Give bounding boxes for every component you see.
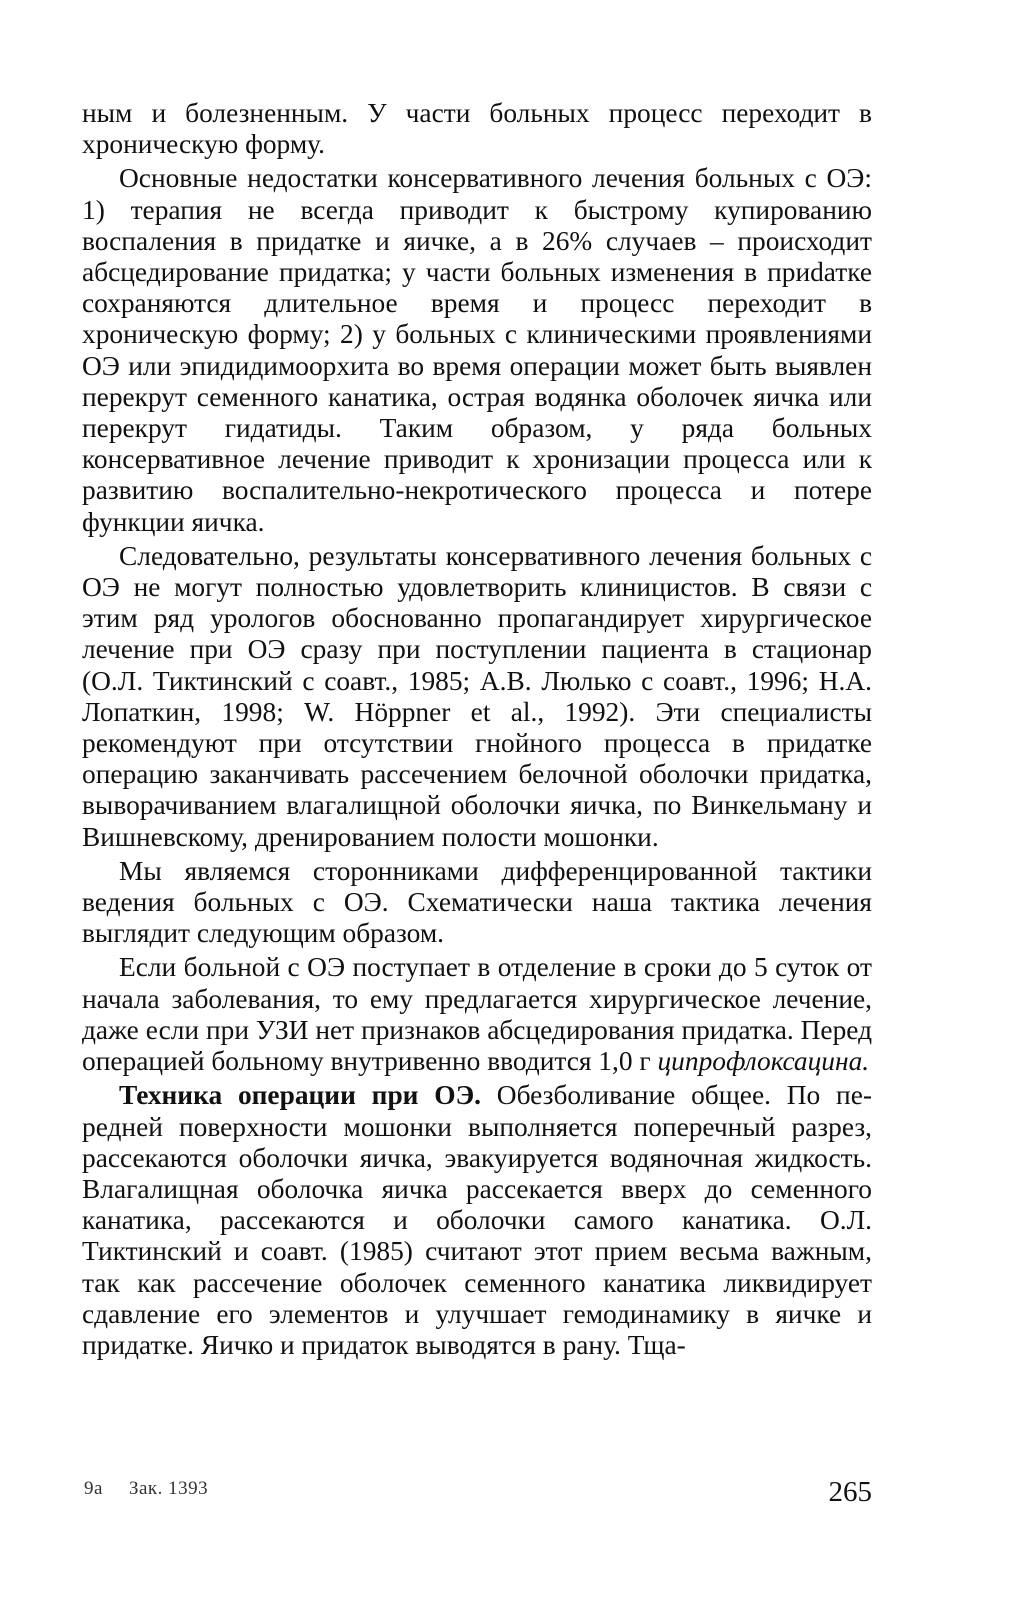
paragraph-3-text: Следовательно, результаты консервативного лечения больных с ОЭ не могут полностью удовлетворить клиницистов. В связи с этим ряд урологов обоснованно пропагандирует хирургическое лечение при ОЭ сразу при поступлении пациента в стационар (О.Л. Тиктинский с соавт., 1985; А.В. Люлько с соавт., 1996; Н.А. Лопаткин, 1998; W. Höppner et al., 1992). Эти специалисты рекомендуют при отсутствии гнойного процесса в придатке операцию заканчивать рассечением белочной оболочки придатка, выворачиванием влагалищной оболочки яичка, по Винкельману и Вишневскому, дренированием полости мошонки. bbox=[82, 540, 872, 852]
drug-name-italic: ципрофлоксацина. bbox=[657, 1046, 870, 1077]
page-number: 265 bbox=[828, 1476, 872, 1508]
paragraph-3 bbox=[82, 541, 872, 853]
section-run-in-heading: Техника операции при ОЭ. bbox=[119, 1080, 481, 1111]
paragraph-2-text: Основные недостатки консервативного лечения больных с ОЭ: 1) терапия не всегда приводит к быстрому купированию воспаления в придатке и яичке, а в 26% случаев – происходит абсцедирование придатка; у части больных изменения в приdатке сохраняются длительное время и процесс переходит в хроническую форму; 2) у больных с клиническими проявлениями ОЭ или эпидидимоорхита во время операции может быть выявлен перекрут семенного канатика, острая водянка оболочек яичка или перекрут гидатиды. Таким образом, у ряда больных консервативное лечение приводит к хронизации процесса или к развитию воспалительно-некротического процесса и потере функции яичка. bbox=[82, 163, 872, 537]
paragraph-1-text: ным и болезненным. У части больных процесс переходит в хроническую форму. bbox=[82, 98, 872, 160]
printer-signature bbox=[84, 1478, 208, 1500]
paragraph-4 bbox=[82, 856, 872, 950]
paragraph-6-text: Обезболивание общее. По передней поверхности мошонки выполняется поперечный разрез, рассекаются оболочки яичка, эвакуируется водяночная жидкость. Влагалищная оболочка яичка рассекается вверх до семенного канатика, рассекаются и оболочки самого канатика. О.Л. Тиктинский и соавт. (1985) считают этот прием весьма важным, так как рассечение оболочек семенного канатика ликвидирует сдавление его элементов и улучшает гемодинамику в яичке и придатке. Яичко и придаток выводятся в рану. Тща- bbox=[82, 1080, 872, 1360]
paragraph-5 bbox=[82, 952, 872, 1077]
paragraph-4-text: Мы являемся сторонниками дифференцированной тактики ведения больных с ОЭ. Схематически наша тактика лечения выглядит следующим образом. bbox=[82, 855, 872, 949]
paragraph-6 bbox=[82, 1080, 872, 1361]
paragraph-1 bbox=[82, 98, 872, 160]
signature-order: Зак. 1393 bbox=[128, 1478, 209, 1499]
paragraph-5-text: Если больной с ОЭ поступает в отделение в сроки до 5 суток от начала заболевания, то ему предлагается хирургическое лечение, даже если при УЗИ нет признаков абсцедирования придатка. Перед операцией больному внутривенно вводится 1,0 г bbox=[82, 952, 872, 1077]
page-footer bbox=[82, 1476, 872, 1516]
paragraph-2 bbox=[82, 163, 872, 537]
body-text bbox=[82, 98, 872, 1361]
signature-sheet: 9а bbox=[84, 1478, 103, 1499]
